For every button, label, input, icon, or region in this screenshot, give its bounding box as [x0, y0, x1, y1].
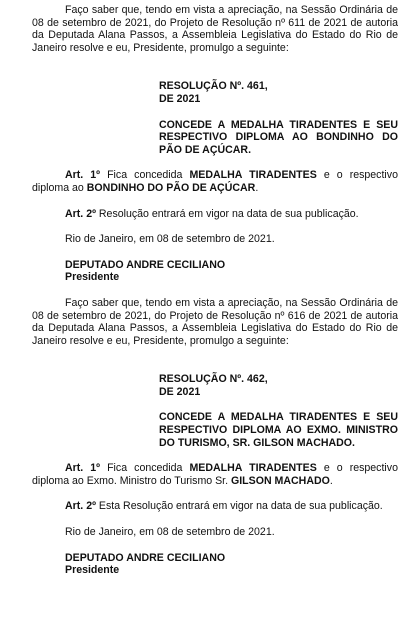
- signatory-role: Presidente: [65, 564, 120, 577]
- article-1: [32, 169, 398, 194]
- signatory: [65, 259, 398, 284]
- signature-date: Rio de Janeiro, em 08 de setembro de 2021.: [65, 233, 275, 246]
- resolucao-number: RESOLUÇÃO Nº. 461,: [159, 80, 268, 93]
- intro-paragraph: Faço saber que, tendo em vista a apreciação, na Sessão Ordinária de 08 de setembro de 2021, do Projeto de Resolução nº 611 de 2021 de autoria da Deputada Alana Passos, a Assembleia Legislativa do Estado do Rio de Janeiro resolve e eu, Presidente, promulgo a seguinte:: [32, 4, 398, 54]
- resolucao-title: [159, 80, 398, 105]
- article-1-label: Art. 1º: [65, 462, 101, 475]
- resolucao-ementa: CONCEDE A MEDALHA TIRADENTES E SEU RESPECTIVO DIPLOMA AO EXMO. MINISTRO DO TURISMO, SR. GILSON MACHADO.: [159, 411, 398, 449]
- article-2: [32, 208, 398, 221]
- article-2-label: Art. 2º: [65, 207, 96, 220]
- article-1-medal: MEDALHA TIRADENTES: [189, 462, 317, 475]
- article-1-text-e: .: [329, 474, 333, 487]
- signature-date: Rio de Janeiro, em 08 de setembro de 2021.: [65, 526, 275, 539]
- article-2-label: Art. 2º: [65, 500, 96, 513]
- article-1-label: Art. 1º: [65, 169, 101, 182]
- article-1-text-c: e o respectivo diploma ao: [32, 169, 398, 194]
- signatory-name: DEPUTADO ANDRE CECILIANO: [65, 258, 226, 271]
- article-1-text-c: e o respectivo diploma ao Exmo. Ministro do Turismo Sr.: [32, 462, 398, 487]
- resolucao-ementa: CONCEDE A MEDALHA TIRADENTES E SEU RESPECTIVO DIPLOMA AO BONDINHO DO PÃO DE AÇÚCAR.: [159, 118, 398, 156]
- article-1-text-a: Fica concedida: [100, 169, 190, 182]
- resolucao-year: DE 2021: [159, 92, 201, 105]
- article-1-medal: MEDALHA TIRADENTES: [189, 169, 317, 182]
- intro-paragraph: Faço saber que, tendo em vista a apreciação, na Sessão Ordinária de 08 de setembro de 2021, do Projeto de Resolução nº 616 de 2021 de autoria da Deputada Alana Passos, a Assembleia Legislativa do Estado do Rio de Janeiro resolve e eu, Presidente, promulgo a seguinte:: [32, 296, 398, 347]
- signatory-name: DEPUTADO ANDRE CECILIANO: [65, 551, 226, 564]
- article-1-recipient: BONDINHO DO PÃO DE AÇÚCAR: [86, 181, 256, 194]
- resolucao-461: [32, 4, 398, 284]
- resolucao-number: RESOLUÇÃO Nº. 462,: [159, 373, 268, 386]
- article-2-text: Resolução entrará em vigor na data de sua publicação.: [95, 207, 359, 220]
- article-2: [32, 500, 398, 513]
- article-1-recipient: GILSON MACHADO: [231, 474, 330, 487]
- signatory-role: Presidente: [65, 271, 120, 284]
- article-1: [32, 462, 398, 487]
- resolucao-title: [159, 373, 398, 398]
- resolucao-462: [32, 297, 398, 577]
- article-1-text-e: .: [255, 181, 259, 194]
- article-2-text: Esta Resolução entrará em vigor na data de sua publicação.: [95, 500, 383, 513]
- article-1-text-a: Fica concedida: [100, 462, 190, 475]
- resolucao-year: DE 2021: [159, 385, 201, 398]
- signatory: [65, 552, 398, 577]
